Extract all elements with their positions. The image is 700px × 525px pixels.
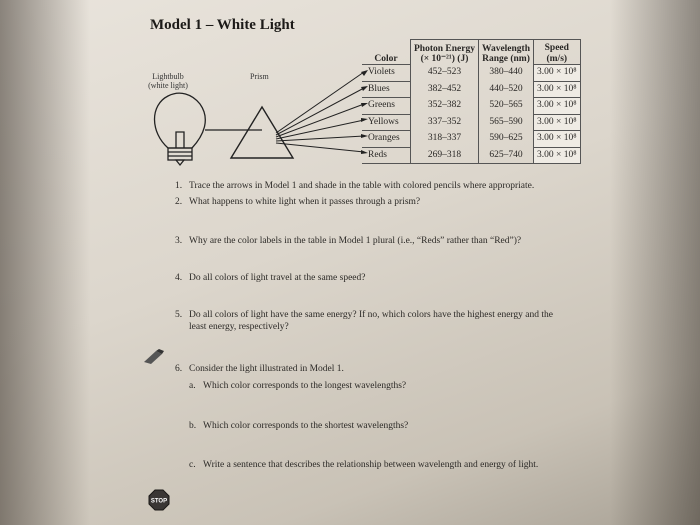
- question-1: 1. Trace the arrows in Model 1 and shade in the table with colored pencils where appropriate.: [175, 181, 535, 191]
- col-header-speed: Speed (m/s): [534, 40, 581, 65]
- stop-sign-icon: [148, 489, 170, 511]
- question-5: 5. Do all colors of light have the same energy? If no, which colors have the highest energy and the least energy, respectively?: [175, 310, 553, 332]
- light-properties-table: [362, 39, 581, 164]
- table-row: Yellows 337–352 565–590 3.00 × 10⁸: [362, 114, 580, 131]
- question-6: 6. Consider the light illustrated in Model 1.: [175, 364, 344, 374]
- subquestion-b: b. Which color corresponds to the shortest wavelengths?: [189, 421, 409, 431]
- prism-icon: [231, 107, 293, 158]
- table-row: Reds 269–318 625–740 3.00 × 10⁸: [362, 147, 580, 164]
- prism-label: Prism: [250, 72, 269, 81]
- question-2: 2. What happens to white light when it passes through a prism?: [175, 197, 421, 207]
- dispersion-arrows: [276, 72, 364, 152]
- bulb-label: Lightbulb (white light): [148, 72, 188, 90]
- question-4: 4. Do all colors of light travel at the same speed?: [175, 273, 366, 283]
- pen-icon: [142, 348, 166, 366]
- col-header-color: Color: [374, 53, 398, 64]
- table-row: Blues 382–452 440–520 3.00 × 10⁸: [362, 81, 580, 98]
- table-row: Greens 352–382 520–565 3.00 × 10⁸: [362, 98, 580, 115]
- table-row: Violets 452–523 380–440 3.00 × 10⁸: [362, 65, 580, 82]
- subquestion-a: a. Which color corresponds to the longest wavelengths?: [189, 381, 407, 391]
- col-header-energy: Photon Energy (× 10⁻²¹) (J): [411, 40, 479, 65]
- lightbulb-icon: [155, 93, 206, 165]
- page-title: Model 1 – White Light: [150, 17, 295, 33]
- question-3: 3. Why are the color labels in the table in Model 1 plural (i.e., “Reds” rather than “Red”)?: [175, 236, 522, 246]
- table-row: Oranges 318–337 590–625 3.00 × 10⁸: [362, 131, 580, 148]
- svg-text:STOP: STOP: [150, 498, 168, 505]
- col-header-wavelength: Wavelength Range (nm): [478, 40, 533, 65]
- subquestion-c: c. Write a sentence that describes the relationship between wavelength and energy of light.: [189, 460, 539, 470]
